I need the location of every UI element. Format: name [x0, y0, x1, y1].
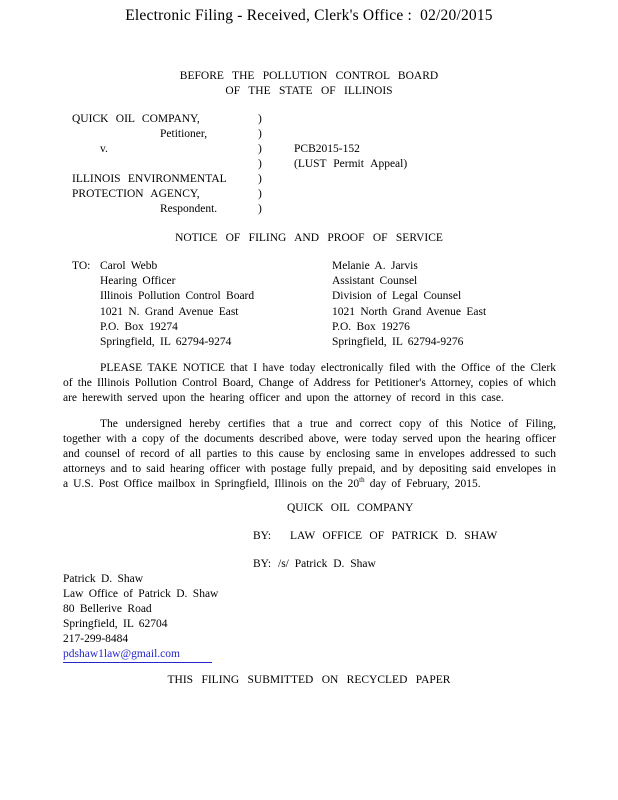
to-label: TO:: [72, 260, 91, 272]
recipient-city: Springfield, IL 62794-9276: [332, 336, 464, 349]
email-link[interactable]: pdshaw1law@gmail.com: [63, 647, 212, 663]
electronic-signature: /s/ Patrick D. Shaw: [278, 558, 376, 570]
signatory-company: QUICK OIL COMPANY: [287, 502, 414, 514]
caption-paren: ): [258, 203, 262, 215]
petitioner-name: QUICK OIL COMPANY,: [72, 113, 200, 125]
service-recipient-hearing-officer: [100, 259, 254, 350]
caption-paren: ): [258, 173, 262, 185]
recycled-paper-notice: THIS FILING SUBMITTED ON RECYCLED PAPER: [167, 674, 451, 686]
attorney-firm: Law Office of Patrick D. Shaw: [63, 588, 219, 600]
caption-row: [0, 127, 618, 142]
caption-row: [0, 187, 618, 202]
case-type: (LUST Permit Appeal): [294, 158, 408, 170]
by-label: BY:: [253, 530, 272, 542]
law-firm-name: LAW OFFICE OF PATRICK D. SHAW: [290, 530, 498, 542]
recipient-title: Assistant Counsel: [332, 275, 418, 288]
respondent-name-line2: PROTECTION AGENCY,: [72, 188, 200, 200]
recipient-name: Carol Webb: [100, 260, 158, 272]
docket-number: PCB2015-152: [294, 143, 360, 155]
certificate-of-service-paragraph: [63, 417, 556, 492]
versus-label: v.: [100, 143, 108, 155]
recipient-org: Division of Legal Counsel: [332, 290, 462, 303]
service-recipient-counsel: [332, 259, 486, 350]
caption-row: [0, 142, 618, 157]
attorney-contact-block: [63, 572, 618, 663]
court-title: [0, 69, 618, 99]
signature-by-attorney: [253, 557, 618, 572]
caption-paren: ): [258, 113, 262, 125]
signature-block: [0, 501, 618, 572]
efiling-header: Electronic Filing - Received, Clerk's Office : 02/20/2015: [125, 7, 493, 24]
ordinal-superscript: th: [359, 476, 365, 485]
caption-row: [0, 157, 618, 172]
caption-paren: ): [258, 128, 262, 140]
caption-paren: ): [258, 143, 262, 155]
recipient-title: Hearing Officer: [100, 275, 176, 288]
caption-row: [0, 172, 618, 187]
caption-paren: ): [258, 158, 262, 170]
caption-row: [0, 112, 618, 127]
attorney-city: Springfield, IL 62704: [63, 618, 168, 630]
service-block: [0, 259, 618, 350]
recipient-pobox: P.O. Box 19274: [100, 320, 178, 333]
recipient-city: Springfield, IL 62794-9274: [100, 336, 232, 349]
respondent-label: Respondent.: [160, 203, 218, 215]
by-label: BY:: [253, 558, 272, 570]
recipient-street: 1021 N. Grand Avenue East: [100, 305, 239, 318]
recipient-name: Melanie A. Jarvis: [332, 260, 418, 272]
caption-row: [0, 202, 618, 217]
attorney-name: Patrick D. Shaw: [63, 573, 144, 585]
notice-title: NOTICE OF FILING AND PROOF OF SERVICE: [175, 232, 443, 244]
caption-paren: ): [258, 188, 262, 200]
certificate-text: The undersigned hereby certifies that a true and correct copy of this Notice of Filing, together with a copy of the documents described above, were today served upon the hearing officer and counsel of record of all parties to this cause by enclosing same in envelopes addressed to such attorneys and to said hearing officer with postage fully prepaid, and by depositing said envelopes in a U.S. Post Office mailbox in Springfield, Illinois on the 20: [63, 418, 556, 490]
notice-paragraph: PLEASE TAKE NOTICE that I have today electronically filed with the Office of the Clerk of the Illinois Pollution Control Board, Change of Address for Petitioner's Attorney, copies of which are herewith served upon the hearing officer and upon the attorney of record in this case.: [63, 362, 556, 404]
respondent-name-line1: ILLINOIS ENVIRONMENTAL: [72, 173, 227, 185]
signature-by-firm: [253, 529, 618, 544]
court-title-line2: OF THE STATE OF ILLINOIS: [225, 85, 393, 97]
attorney-phone: 217-299-8484: [63, 633, 129, 645]
recipient-org: Illinois Pollution Control Board: [100, 290, 255, 303]
recipient-street: 1021 North Grand Avenue East: [332, 305, 487, 318]
court-title-line1: BEFORE THE POLLUTION CONTROL BOARD: [179, 70, 439, 82]
case-caption: [0, 112, 618, 217]
certificate-text-end: day of February, 2015.: [364, 478, 481, 490]
attorney-street: 80 Bellerive Road: [63, 603, 152, 615]
petitioner-label: Petitioner,: [160, 128, 208, 140]
recipient-pobox: P.O. Box 19276: [332, 320, 410, 333]
